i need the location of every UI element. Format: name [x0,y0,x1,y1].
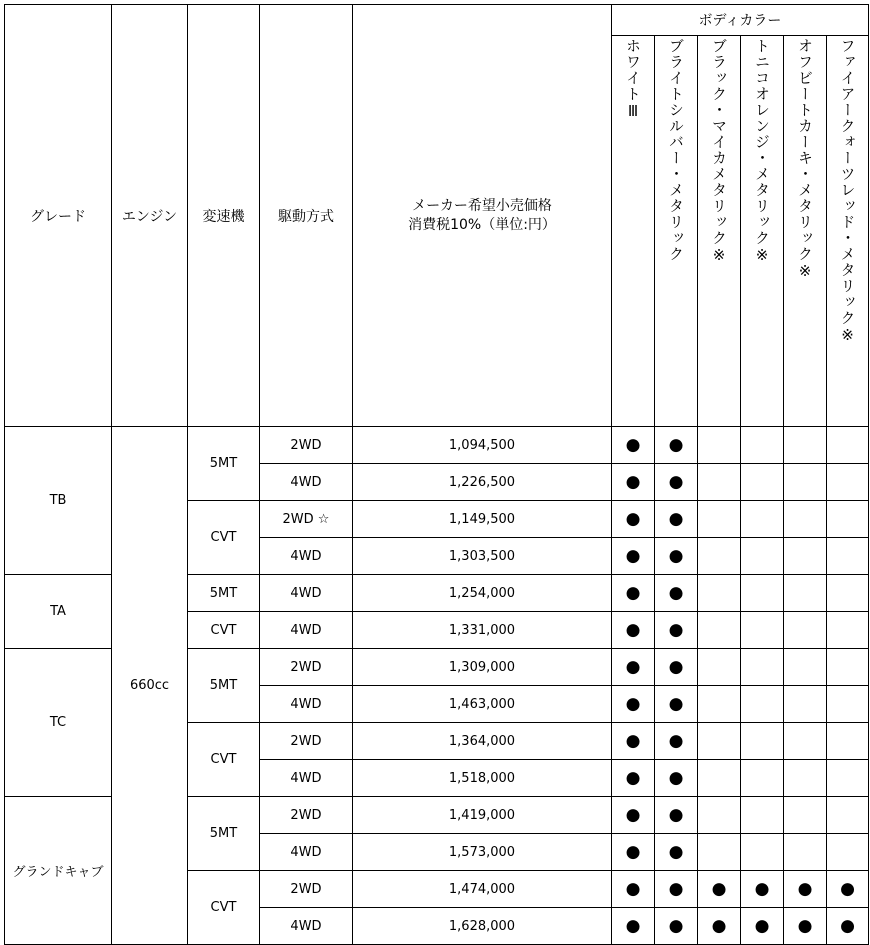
color-availability-cell [741,538,784,575]
color-availability-cell [655,723,698,760]
color-availability-cell [698,575,741,612]
color-availability-cell [784,686,827,723]
available-dot-icon: ● [668,434,684,455]
price-table [4,4,869,945]
price-cell: 1,226,500 [353,464,612,501]
available-dot-icon: ● [625,471,641,492]
color-name: オフビートカーキ・メタリック※ [796,38,814,281]
available-dot-icon: ● [668,878,684,899]
color-availability-cell [612,612,655,649]
color-header-black [698,36,741,427]
color-availability-cell [612,538,655,575]
available-dot-icon: ● [668,619,684,640]
price-cell: 1,331,000 [353,612,612,649]
drive-cell: 2WD ☆ [260,501,353,538]
color-availability-cell [612,871,655,908]
price-cell: 1,254,000 [353,575,612,612]
color-availability-cell [655,797,698,834]
drive-cell: 4WD [260,760,353,797]
drive-cell: 4WD [260,612,353,649]
header-price [353,5,612,427]
color-availability-cell [827,464,869,501]
color-availability-cell [612,575,655,612]
color-name: ブラック・マイカメタリック※ [710,38,728,265]
price-cell: 1,094,500 [353,427,612,464]
color-name: ファイアークォーツレッド・メタリック※ [838,38,857,345]
color-availability-cell [741,834,784,871]
color-availability-cell [784,427,827,464]
color-name: ホワイトⅢ [624,38,642,121]
available-dot-icon: ● [668,730,684,751]
color-header-silver [655,36,698,427]
color-availability-cell [741,501,784,538]
header-price-line1: メーカー希望小売価格 [412,197,552,214]
transmission-cell: CVT [188,871,260,945]
grade-cell: TA [5,575,112,649]
color-availability-cell [698,723,741,760]
available-dot-icon: ● [840,878,855,899]
color-availability-cell [827,723,869,760]
color-availability-cell [612,723,655,760]
color-availability-cell [655,612,698,649]
color-availability-cell [741,649,784,686]
available-dot-icon: ● [625,434,641,455]
color-availability-cell [698,427,741,464]
color-header-orange [741,36,784,427]
color-availability-cell [698,760,741,797]
color-availability-cell [698,871,741,908]
color-header-khaki [784,36,827,427]
color-availability-cell [698,834,741,871]
available-dot-icon: ● [625,656,641,677]
available-dot-icon: ● [668,508,684,529]
color-availability-cell [784,760,827,797]
drive-cell: 4WD [260,686,353,723]
color-availability-cell [612,797,655,834]
transmission-cell: CVT [188,612,260,649]
color-availability-cell [655,871,698,908]
color-availability-cell [698,797,741,834]
color-availability-cell [741,797,784,834]
available-dot-icon: ● [625,804,641,825]
color-availability-cell [784,908,827,945]
available-dot-icon: ● [668,582,684,603]
color-availability-cell [655,760,698,797]
color-header-red [827,36,869,427]
drive-cell: 4WD [260,834,353,871]
color-availability-cell [827,538,869,575]
drive-cell: 4WD [260,575,353,612]
price-cell: 1,474,000 [353,871,612,908]
color-availability-cell [827,908,869,945]
color-availability-cell [784,797,827,834]
color-availability-cell [698,501,741,538]
table-body [5,427,869,945]
color-availability-cell [698,612,741,649]
color-availability-cell [827,649,869,686]
color-availability-cell [612,760,655,797]
color-availability-cell [741,575,784,612]
color-availability-cell [827,501,869,538]
color-availability-cell [827,686,869,723]
price-cell: 1,149,500 [353,501,612,538]
available-dot-icon: ● [668,915,684,936]
color-availability-cell [655,686,698,723]
color-availability-cell [827,834,869,871]
color-availability-cell [741,760,784,797]
price-cell: 1,419,000 [353,797,612,834]
drive-cell: 4WD [260,538,353,575]
drive-cell: 2WD [260,723,353,760]
transmission-cell: CVT [188,501,260,575]
available-dot-icon: ● [625,878,641,899]
color-availability-cell [655,834,698,871]
color-availability-cell [827,612,869,649]
color-availability-cell [827,871,869,908]
drive-cell: 2WD [260,871,353,908]
price-cell: 1,518,000 [353,760,612,797]
color-availability-cell [784,612,827,649]
header-transmission: 変速機 [188,5,260,427]
price-cell: 1,463,000 [353,686,612,723]
transmission-cell: 5MT [188,575,260,612]
price-cell: 1,573,000 [353,834,612,871]
color-availability-cell [784,575,827,612]
grade-cell: TB [5,427,112,575]
available-dot-icon: ● [625,841,641,862]
color-availability-cell [698,649,741,686]
drive-cell: 4WD [260,908,353,945]
color-availability-cell [784,538,827,575]
grade-cell: TC [5,649,112,797]
available-dot-icon: ● [668,841,684,862]
color-availability-cell [784,871,827,908]
drive-cell: 2WD [260,427,353,464]
color-availability-cell [612,908,655,945]
color-availability-cell [655,464,698,501]
color-availability-cell [741,612,784,649]
available-dot-icon: ● [668,656,684,677]
available-dot-icon: ● [754,878,770,899]
available-dot-icon: ● [625,508,641,529]
color-availability-cell [612,834,655,871]
price-cell: 1,364,000 [353,723,612,760]
color-availability-cell [612,427,655,464]
header-body-color: ボディカラー [612,5,869,36]
color-availability-cell [612,649,655,686]
available-dot-icon: ● [711,878,727,899]
header-grade: グレード [5,5,112,427]
color-availability-cell [784,834,827,871]
available-dot-icon: ● [797,915,813,936]
header-engine: エンジン [112,5,188,427]
available-dot-icon: ● [711,915,727,936]
price-cell: 1,309,000 [353,649,612,686]
available-dot-icon: ● [625,582,641,603]
header-price-line2: 消費税10%（単位:円） [408,216,556,233]
grade-cell: グランドキャブ [5,797,112,945]
color-availability-cell [784,649,827,686]
available-dot-icon: ● [668,804,684,825]
drive-cell: 2WD [260,649,353,686]
color-availability-cell [655,575,698,612]
color-availability-cell [741,871,784,908]
table-row [5,427,869,464]
drive-cell: 4WD [260,464,353,501]
color-availability-cell [784,464,827,501]
color-availability-cell [612,686,655,723]
available-dot-icon: ● [625,767,641,788]
price-cell: 1,628,000 [353,908,612,945]
color-availability-cell [741,723,784,760]
color-availability-cell [741,464,784,501]
color-availability-cell [698,908,741,945]
color-availability-cell [698,464,741,501]
available-dot-icon: ● [668,545,684,566]
available-dot-icon: ● [625,915,641,936]
color-availability-cell [655,649,698,686]
color-availability-cell [827,575,869,612]
color-availability-cell [698,538,741,575]
color-header-white [612,36,655,427]
color-name: トニコオレンジ・メタリック※ [753,38,771,265]
header-drive: 駆動方式 [260,5,353,427]
color-availability-cell [741,908,784,945]
available-dot-icon: ● [625,693,641,714]
color-availability-cell [784,723,827,760]
transmission-cell: 5MT [188,649,260,723]
color-availability-cell [612,464,655,501]
available-dot-icon: ● [754,915,770,936]
color-availability-cell [827,797,869,834]
color-availability-cell [827,427,869,464]
available-dot-icon: ● [797,878,813,899]
color-availability-cell [612,501,655,538]
available-dot-icon: ● [668,471,684,492]
available-dot-icon: ● [625,545,641,566]
available-dot-icon: ● [668,693,684,714]
color-name: ブライトシルバー・メタリック [667,38,685,262]
color-availability-cell [655,908,698,945]
color-availability-cell [741,427,784,464]
engine-cell: 660cc [112,427,188,945]
color-availability-cell [784,501,827,538]
transmission-cell: CVT [188,723,260,797]
color-availability-cell [655,427,698,464]
color-availability-cell [698,686,741,723]
available-dot-icon: ● [840,915,855,936]
available-dot-icon: ● [625,619,641,640]
color-availability-cell [655,538,698,575]
price-cell: 1,303,500 [353,538,612,575]
color-availability-cell [741,686,784,723]
transmission-cell: 5MT [188,427,260,501]
transmission-cell: 5MT [188,797,260,871]
color-availability-cell [655,501,698,538]
drive-cell: 2WD [260,797,353,834]
available-dot-icon: ● [668,767,684,788]
color-availability-cell [827,760,869,797]
available-dot-icon: ● [625,730,641,751]
